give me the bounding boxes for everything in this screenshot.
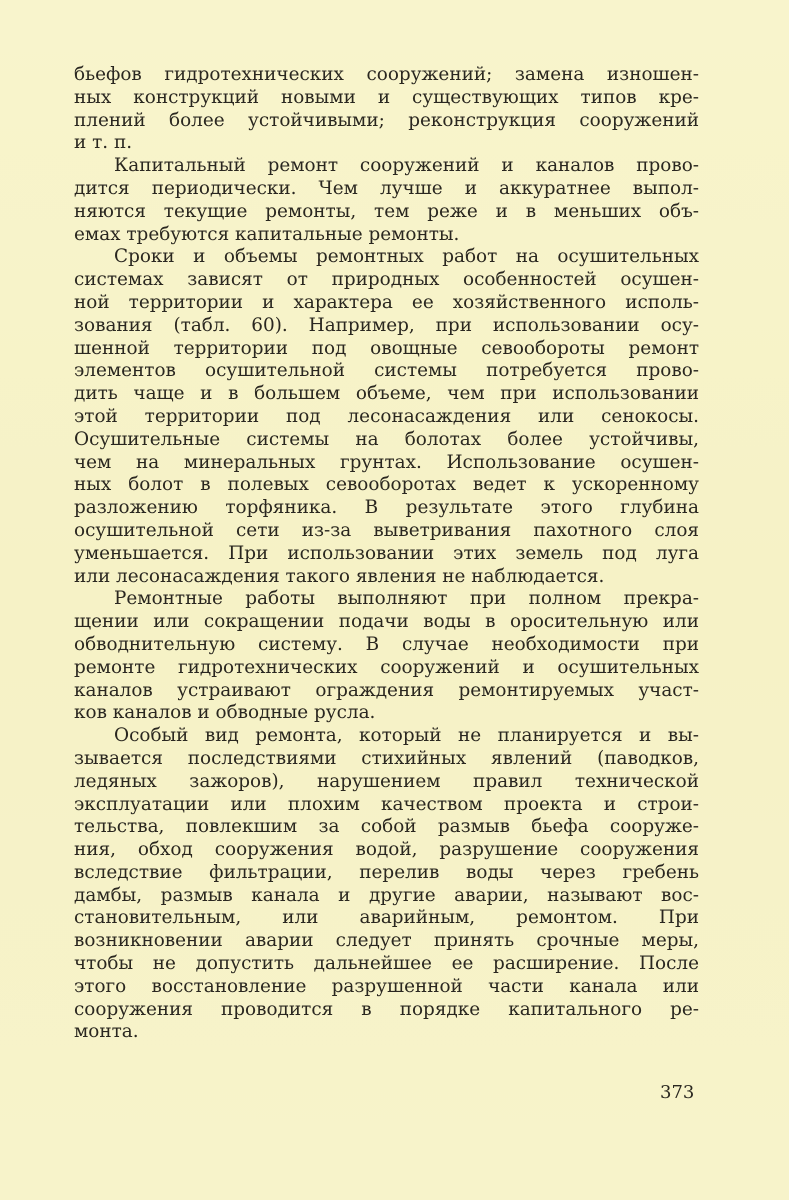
text-line: емах требуются капитальные ремонты. — [74, 223, 460, 245]
text-line: обводнительную систему. В случае необходимости при — [74, 633, 699, 655]
text-line: Ремонтные работы выполняют при полном прекра- — [114, 588, 699, 610]
text-line: плений более устойчивыми; реконструкция сооружений — [74, 109, 699, 131]
text-line: чтобы не допустить дальнейшее ее расширение. После — [74, 953, 699, 975]
text-line: возникновении аварии следует принять срочные меры, — [74, 930, 699, 952]
text-line: или лесонасаждения такого явления не наблюдается. — [74, 565, 605, 587]
text-line: становительным, или аварийным, ремонтом. При — [74, 907, 699, 929]
text-line: няются текущие ремонты, тем реже и в меньших объ- — [74, 200, 699, 222]
text-line: системах зависят от природных особенностей осушен- — [74, 269, 699, 291]
text-line: Особый вид ремонта, который не планируется и вы- — [114, 725, 699, 747]
text-line: ков каналов и обводные русла. — [74, 702, 376, 724]
text-line: элементов осушительной системы потребуется прово- — [74, 360, 699, 382]
text-line: тельства, повлекшим за собой размыв бьефа сооруже- — [74, 816, 699, 838]
text-line: ледяных зажоров), нарушением правил технической — [74, 770, 699, 792]
text-line: сооружения проводится в порядке капитального ре- — [74, 998, 699, 1020]
body-text — [74, 64, 699, 1044]
text-line: ной территории и характера ее хозяйственного исполь- — [74, 291, 699, 313]
text-line: зования (табл. 60). Например, при использовании осу- — [74, 314, 699, 336]
text-line: Сроки и объемы ремонтных работ на осушительных — [114, 246, 699, 268]
text-line: эксплуатации или плохим качеством проекта и строи- — [74, 793, 699, 815]
text-line: ремонте гидротехнических сооружений и осушительных — [74, 656, 699, 678]
paragraph-5 — [74, 725, 699, 1044]
paragraph-3 — [74, 246, 699, 588]
text-line: ных болот в полевых севооборотах ведет к ускоренному — [74, 474, 699, 496]
text-line: Капитальный ремонт сооружений и каналов прово- — [114, 155, 699, 177]
text-line: монта. — [74, 1021, 139, 1043]
text-line: щении или сокращении подачи воды в оросительную или — [74, 611, 699, 633]
text-line: дить чаще и в большем объеме, чем при использовании — [74, 383, 699, 405]
text-line: зывается последствиями стихийных явлений (паводков, — [74, 747, 699, 769]
text-line: шенной территории под овощные севообороты ремонт — [74, 337, 699, 359]
text-line: Осушительные системы на болотах более устойчивы, — [74, 428, 699, 450]
text-line: этой территории под лесонасаждения или сенокосы. — [74, 405, 699, 427]
text-line: ных конструкций новыми и существующих типов кре- — [74, 86, 699, 108]
text-line: вследствие фильтрации, перелив воды через гребень — [74, 861, 699, 883]
text-line: уменьшается. При использовании этих земель под луга — [74, 542, 699, 564]
text-line: чем на минеральных грунтах. Использование осушен- — [74, 451, 699, 473]
text-line: и т. п. — [74, 132, 133, 154]
text-line: разложению торфяника. В результате этого глубина — [74, 497, 699, 519]
paragraph-4 — [74, 588, 699, 725]
text-line: ния, обход сооружения водой, разрушение сооружения — [74, 839, 699, 861]
text-line: дамбы, размыв канала и другие аварии, называют вос- — [74, 884, 699, 906]
text-line: этого восстановление разрушенной части канала или — [74, 975, 699, 997]
page-number: 373 — [660, 1082, 695, 1103]
paragraph-1 — [74, 64, 699, 155]
text-line: дится периодически. Чем лучше и аккуратнее выпол- — [74, 177, 699, 199]
text-line: бьефов гидротехнических сооружений; замена изношен- — [74, 64, 699, 85]
paragraph-2 — [74, 155, 699, 246]
text-line: осушительной сети из-за выветривания пахотного слоя — [74, 519, 699, 541]
text-line: каналов устраивают ограждения ремонтируемых участ- — [74, 679, 699, 701]
